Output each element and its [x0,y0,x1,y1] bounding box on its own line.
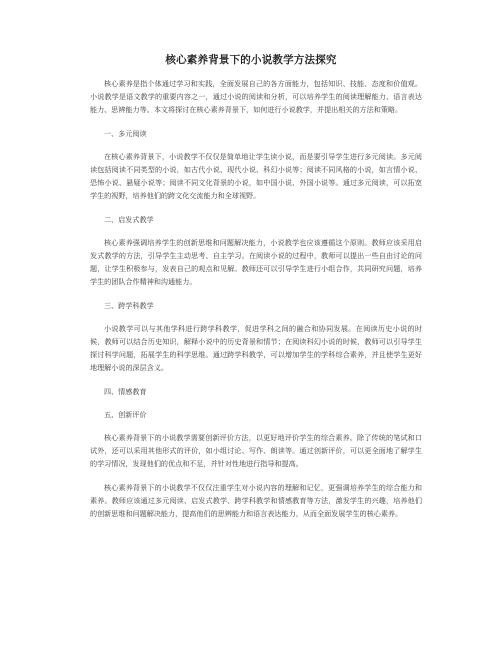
paragraph-intro: 核心素养是指个体通过学习和实践，全面发展自己的各方面能力，包括知识、技能、态度和价值观。小说教学是语文教学的重要内容之一，通过小说的阅读和分析，可以培养学生的阅读理解能力、语言表达能力、思辨能力等。本文将探讨在核心素养背景下，如何进行小说教学，并提出相关的方法和策略。 [90,79,422,115]
section-heading-2: 二、启发式教学 [104,214,154,224]
section-heading-3: 三、跨学科教学 [104,300,154,310]
section-heading-5: 五、创新评价 [104,409,147,419]
paragraph-section-3: 小说教学可以与其他学科进行跨学科教学，促进学科之间的融合和协同发展。在阅读历史小说的时候，教师可以结合历史知识，解释小说中的历史背景和情节；在阅读科幻小说的时候，教师可以引导学生探讨科学问题，拓展学生的科学思维。通过跨学科教学，可以增加学生的学科综合素养，并且使学生更好地理解小说的深层含义。 [90,323,422,373]
document-body [90,77,422,530]
paragraph-conclusion: 核心素养背景下的小说教学不仅仅注重学生对小说内容的理解和记忆，更强调培养学生的综合能力和素养。教师应该通过多元阅读、启发式教学、跨学科教学和情感教育等方法，激发学生的兴趣，培养他们的创新思维和问题解决能力，提高他们的思辨能力和语言表达能力，从而全面发展学生的核心素养。 [90,482,422,519]
paragraph-section-5: 核心素养背景下的小说教学需要创新评价方法，以更好地评价学生的综合素养。除了传统的笔试和口试外，还可以采用其他形式的评价，如小组讨论、写作、朗读等。通过创新评价，可以更全面地了解学生的学习情况，发现他们的优点和不足，并针对性地进行指导和提高。 [90,433,422,469]
paragraph-section-2: 核心素养强调培养学生的创新思维和问题解决能力，小说教学也应该遵循这个原则。教师应该采用启发式教学的方法，引导学生主动思考、自主学习。在阅读小说的过程中，教师可以提出一些自由讨论的问题，让学生积极参与，发表自己的观点和见解。教师还可以引导学生进行小组合作，共同研究问题，培养学生的团队合作精神和沟通能力。 [90,237,422,287]
section-heading-1: 一、多元阅读 [104,128,147,138]
section-heading-4: 四、情感教育 [104,386,147,396]
paragraph-section-1: 在核心素养背景下，小说教学不仅仅是简单地让学生读小说，而是要引导学生进行多元阅读。多元阅读包括阅读不同类型的小说，如古代小说、现代小说、科幻小说等；阅读不同风格的小说，如言情小说、恐怖小说、悬疑小说等；阅读不同文化背景的小说，如中国小说、外国小说等。通过多元阅读，可以拓宽学生的视野，培养他们的跨文化交流能力和全球视野。 [90,151,422,201]
document-title: 核心素养背景下的小说教学方法探究 [165,54,337,66]
